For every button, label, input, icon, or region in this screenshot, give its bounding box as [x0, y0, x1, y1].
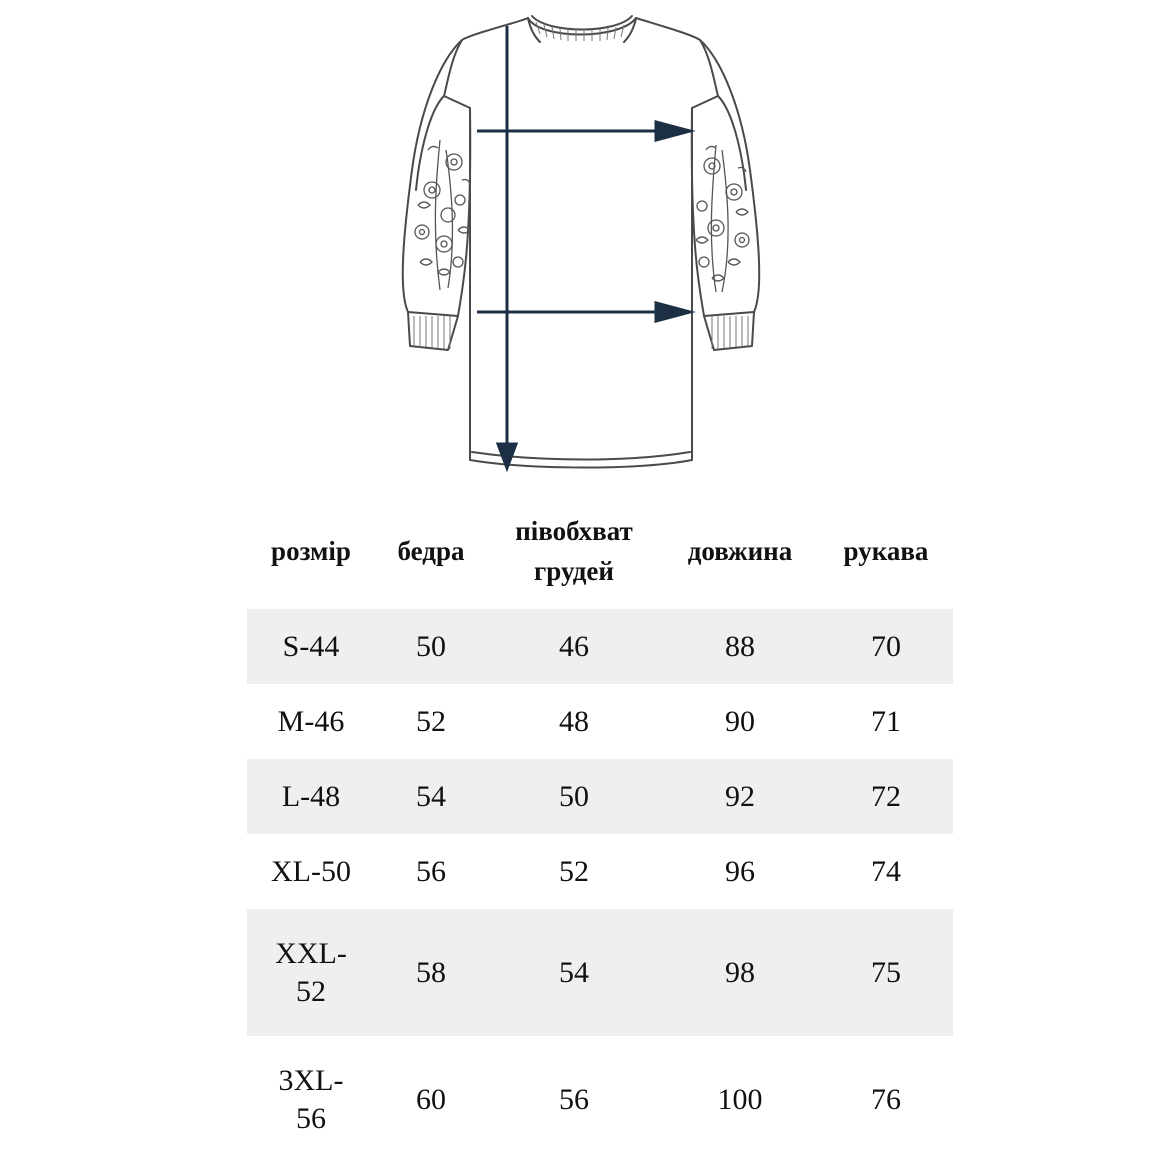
chest-cell: 50 — [487, 759, 661, 834]
measurement-arrows — [477, 26, 690, 468]
garment-illustration — [380, 0, 800, 500]
length-cell: 100 — [717, 1082, 763, 1116]
sleeve-cell: 71 — [871, 704, 901, 738]
header-half-chest: півобхват грудей — [515, 516, 633, 586]
size-cell: 3XL- 56 — [278, 1063, 344, 1135]
size-cell: XXL- 52 — [247, 909, 375, 1036]
length-cell: 98 — [661, 909, 819, 1036]
length-cell: 90 — [725, 704, 755, 738]
chest-cell: 48 — [559, 704, 589, 738]
size-cell: L-48 — [247, 759, 375, 834]
size-cell: S-44 — [247, 609, 375, 684]
chest-cell: 54 — [487, 909, 661, 1036]
chest-cell: 52 — [559, 854, 589, 888]
sleeve-cell: 70 — [819, 609, 953, 684]
length-cell: 88 — [661, 609, 819, 684]
sweatshirt-dress-icon — [380, 0, 800, 500]
table-row — [247, 1036, 953, 1163]
table-header-row — [247, 497, 953, 605]
sleeve-cell: 72 — [819, 759, 953, 834]
hips-cell: 58 — [375, 909, 487, 1036]
size-cell: XL-50 — [271, 854, 351, 888]
hips-cell: 50 — [375, 609, 487, 684]
length-cell: 92 — [661, 759, 819, 834]
sleeve-cell: 76 — [871, 1082, 901, 1116]
size-cell: M-46 — [277, 704, 345, 738]
table-row — [247, 759, 953, 834]
hips-cell: 60 — [416, 1082, 446, 1116]
table-row — [247, 834, 953, 909]
header-size: розмір — [271, 536, 351, 566]
hip-arrow-head — [656, 303, 690, 321]
body-outline — [444, 18, 718, 468]
hips-cell: 56 — [416, 854, 446, 888]
size-chart-table — [247, 497, 953, 1163]
table-row — [247, 609, 953, 684]
table-row — [247, 909, 953, 1036]
hips-cell: 52 — [416, 704, 446, 738]
header-sleeve: рукава — [843, 536, 929, 566]
length-cell: 96 — [725, 854, 755, 888]
sleeve-cell: 74 — [871, 854, 901, 888]
table-row — [247, 684, 953, 759]
left-embroidery — [415, 140, 470, 290]
right-embroidery — [696, 145, 749, 292]
chest-cell: 46 — [487, 609, 661, 684]
chest-cell: 56 — [559, 1082, 589, 1116]
hips-cell: 54 — [375, 759, 487, 834]
chest-arrow-head — [656, 122, 690, 140]
header-length: довжина — [687, 536, 793, 566]
sleeve-cell: 75 — [819, 909, 953, 1036]
header-hips: бедра — [397, 536, 465, 566]
